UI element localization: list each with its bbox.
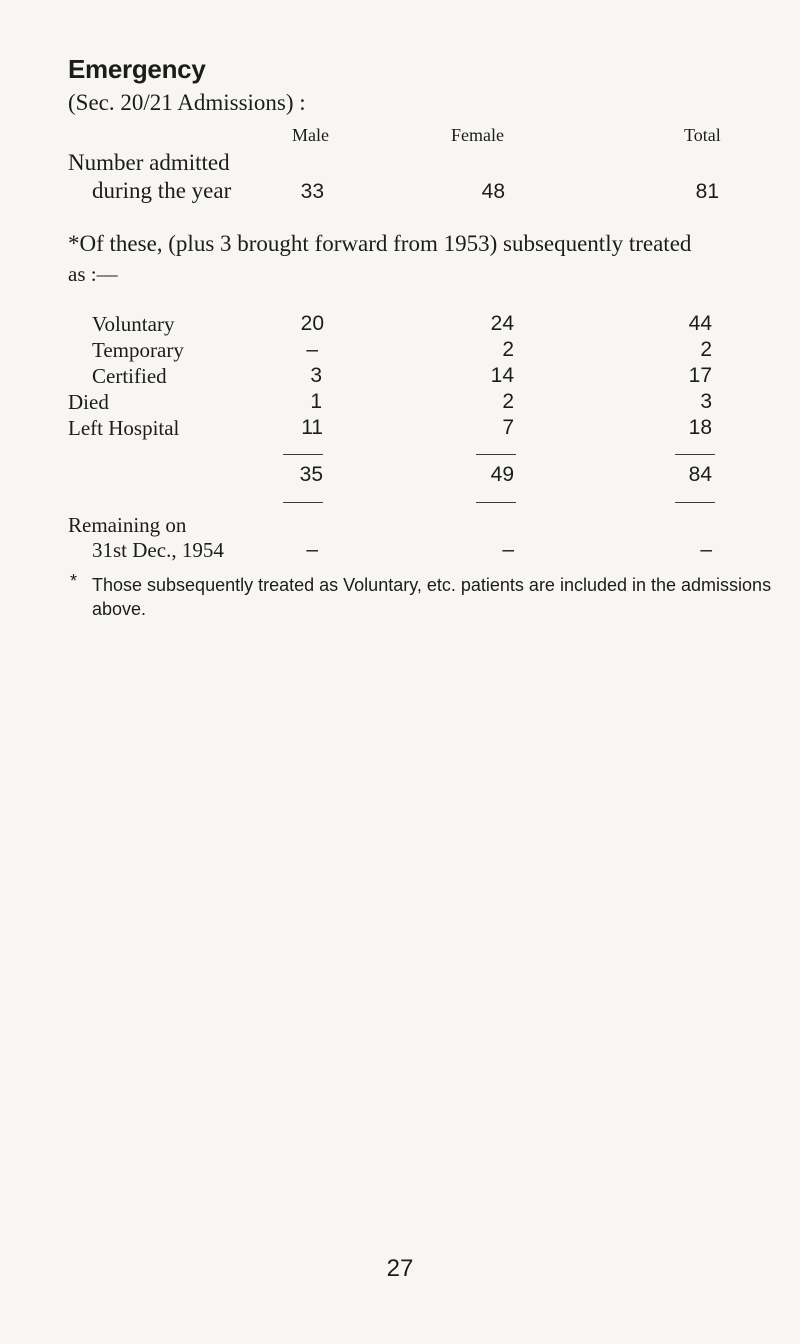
rule-male-bottom bbox=[283, 502, 323, 503]
row-left-hospital-total: 18 bbox=[688, 416, 712, 439]
rule-male-top bbox=[283, 454, 323, 455]
column-header-total: Total bbox=[684, 125, 721, 145]
admitted-female: 48 bbox=[481, 180, 505, 203]
admitted-label-line2: during the year bbox=[92, 178, 232, 203]
row-label-died: Died bbox=[68, 390, 109, 414]
rule-total-top bbox=[675, 454, 715, 455]
totals-female: 49 bbox=[490, 463, 514, 486]
footnote-marker: * bbox=[70, 571, 78, 591]
note-line1: *Of these, (plus 3 brought forward from 1953) subsequently treated bbox=[68, 231, 692, 256]
admitted-male: 33 bbox=[300, 180, 324, 203]
totals-male: 35 bbox=[299, 463, 323, 486]
remaining-total: – bbox=[700, 538, 712, 561]
rule-total-bottom bbox=[675, 502, 715, 503]
admitted-label-line1: Number admitted bbox=[68, 150, 230, 175]
row-temporary-female: 2 bbox=[502, 338, 514, 361]
column-header-female: Female bbox=[451, 125, 504, 145]
column-header-male: Male bbox=[292, 125, 329, 145]
remaining-male: – bbox=[306, 538, 318, 561]
row-died-male: 1 bbox=[310, 390, 322, 413]
totals-total: 84 bbox=[688, 463, 712, 486]
row-temporary-male: – bbox=[306, 338, 318, 361]
row-left-hospital-female: 7 bbox=[502, 416, 514, 439]
row-label-certified: Certified bbox=[92, 364, 167, 388]
remaining-female: – bbox=[502, 538, 514, 561]
page-number: 27 bbox=[386, 1255, 414, 1282]
admitted-total: 81 bbox=[695, 180, 719, 203]
remaining-label-line1: Remaining on bbox=[68, 513, 187, 537]
row-label-temporary: Temporary bbox=[92, 338, 184, 362]
rule-female-top bbox=[476, 454, 516, 455]
section-subtitle: (Sec. 20/21 Admissions) : bbox=[68, 90, 306, 115]
row-label-voluntary: Voluntary bbox=[92, 312, 175, 336]
row-left-hospital-male: 11 bbox=[301, 416, 323, 439]
row-certified-male: 3 bbox=[310, 364, 322, 387]
row-voluntary-total: 44 bbox=[688, 312, 712, 335]
remaining-label-line2: 31st Dec., 1954 bbox=[92, 538, 224, 562]
row-voluntary-female: 24 bbox=[490, 312, 514, 335]
rule-female-bottom bbox=[476, 502, 516, 503]
row-died-female: 2 bbox=[502, 390, 514, 413]
row-label-left-hospital: Left Hospital bbox=[68, 416, 180, 440]
row-temporary-total: 2 bbox=[700, 338, 712, 361]
section-title: Emergency bbox=[68, 54, 206, 84]
row-certified-total: 17 bbox=[688, 364, 712, 387]
note-line2: as :— bbox=[68, 262, 118, 286]
row-voluntary-male: 20 bbox=[300, 312, 324, 335]
row-certified-female: 14 bbox=[490, 364, 514, 387]
footnote-text: Those subsequently treated as Voluntary, etc. patients are included in the admissions above. bbox=[92, 575, 772, 619]
row-died-total: 3 bbox=[700, 390, 712, 413]
